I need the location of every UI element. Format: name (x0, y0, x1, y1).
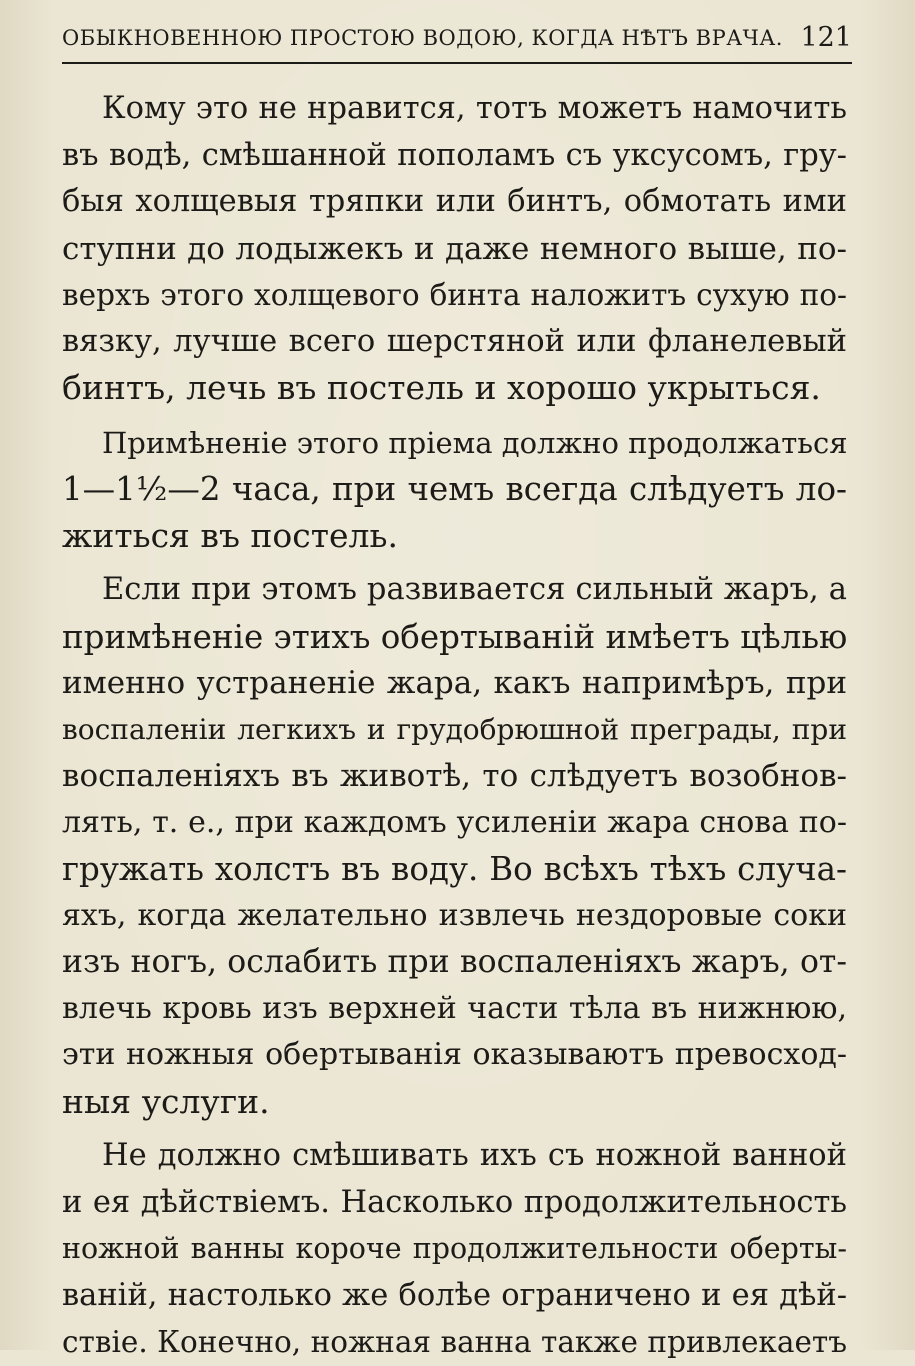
paragraph-gap (62, 412, 847, 420)
text-line: вязку, лучше всего шерстяной или фланелевый (62, 323, 847, 359)
text-line: влечь кровь изъ верхней части тѣла въ нижнюю, (62, 990, 847, 1026)
text-line: Не должно смѣшивать ихъ съ ножной ванной (102, 1138, 847, 1173)
text-line: яхъ, когда желательно извлечь нездоровые соки (62, 897, 847, 933)
text-line: лять, т. е., при каждомъ усиленіи жара снова по- (62, 804, 847, 840)
text-line: 1—1½—2 часа, при чемъ всегда слѣдуетъ ло- (62, 470, 847, 508)
text-line: изъ ногъ, ослабить при воспаленіяхъ жаръ, от- (62, 944, 847, 980)
text-line: Примѣненіе этого пріема должно продолжаться (102, 425, 848, 460)
text-line: Если при этомъ развивается сильный жаръ, а (102, 572, 847, 607)
text-line: воспаленіяхъ въ животѣ, то слѣдуетъ возобнов- (62, 758, 847, 794)
paragraph-gap (62, 559, 847, 567)
text-line: примѣненіе этихъ обертываній имѣетъ цѣлью (62, 617, 848, 656)
text-line: въ водѣ, смѣшанной пополамъ съ уксусомъ, гру- (62, 137, 847, 173)
text-line: ножной ванны короче продолжительности оберты- (62, 1232, 847, 1265)
text-line: гружать холстъ въ воду. Во всѣхъ тѣхъ случа- (62, 850, 847, 888)
text-line: именно устраненіе жара, какъ напримѣръ, при (62, 665, 847, 701)
paragraph-2 (62, 420, 847, 560)
text-line: эти ножныя обертыванія оказываютъ превосход- (62, 1037, 847, 1072)
text-line: Кому это не нравится, тотъ можетъ намочить (102, 91, 847, 126)
running-title: ОБЫКНОВЕННОЮ ПРОСТОЮ ВОДОЮ, КОГДА НѢТЪ ВРАЧА. (62, 26, 783, 50)
text-line: ствіе. Конечно, ножная ванна также привлекаетъ (62, 1325, 847, 1359)
body-text (62, 86, 847, 1366)
text-line: верхъ этого холщевого бинта наложитъ сухую по- (62, 278, 847, 312)
paragraph-gap (62, 1125, 847, 1133)
text-line: ныя услуги. (62, 1081, 270, 1121)
text-line: ступни до лодыжекъ и даже немного выше, по- (62, 230, 847, 267)
paragraph-3 (62, 567, 847, 1125)
paragraph-4 (62, 1133, 847, 1366)
text-line: ваній, настолько же болѣе ограничено и ея дѣй- (62, 1277, 847, 1313)
paragraph-1 (62, 86, 847, 412)
header-rule (62, 62, 852, 64)
text-line: и ея дѣйствіемъ. Насколько продолжительность (62, 1184, 847, 1220)
text-line: быя холщевыя тряпки или бинтъ, обмотать ими (62, 184, 847, 219)
text-line: бинтъ, лечь въ постель и хорошо укрыться. (62, 368, 821, 407)
text-line: житься въ постель. (62, 515, 398, 555)
page-header (62, 22, 852, 58)
page-number: 121 (800, 22, 852, 53)
text-line: воспаленіи легкихъ и грудобрюшной преграды, при (62, 712, 847, 746)
